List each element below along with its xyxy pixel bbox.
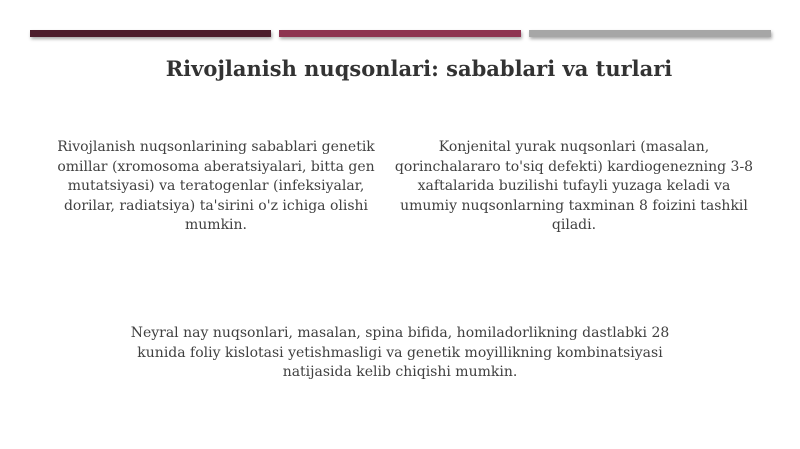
text-block-heart-defects: Konjenital yurak nuqsonlari (masalan, qorinchalararo to'siq defekti) kardiogenezning 3-8 xaftalarida buzilishi tufayli yuzaga keladi va umumiy nuqsonlarning taxminan 8 foizini tashkil qiladi.: [394, 139, 754, 233]
accent-bar-mid: [279, 30, 521, 37]
accent-bar-light: [529, 30, 771, 37]
accent-bar-dark: [30, 30, 271, 37]
text-block-causes: Rivojlanish nuqsonlarining sabablari genetik omillar (xromosoma aberatsiyalari, bitta gen mutatsiyasi) va teratogenlar (infeksiyalar, dorilar, radiatsiya) ta'sirini o'z ichiga olishi mumkin.: [57, 139, 375, 233]
text-block-neural-tube: Neyral nay nuqsonlari, masalan, spina bifida, homiladorlikning dastlabki 28 kunida foliy kislotasi yetishmasligi va genetik moyillikning kombinatsiyasi natijasida kelib chiqishi mumkin.: [130, 325, 670, 380]
slide-title: Rivojlanish nuqsonlari: sabablari va turlari: [165, 56, 673, 81]
